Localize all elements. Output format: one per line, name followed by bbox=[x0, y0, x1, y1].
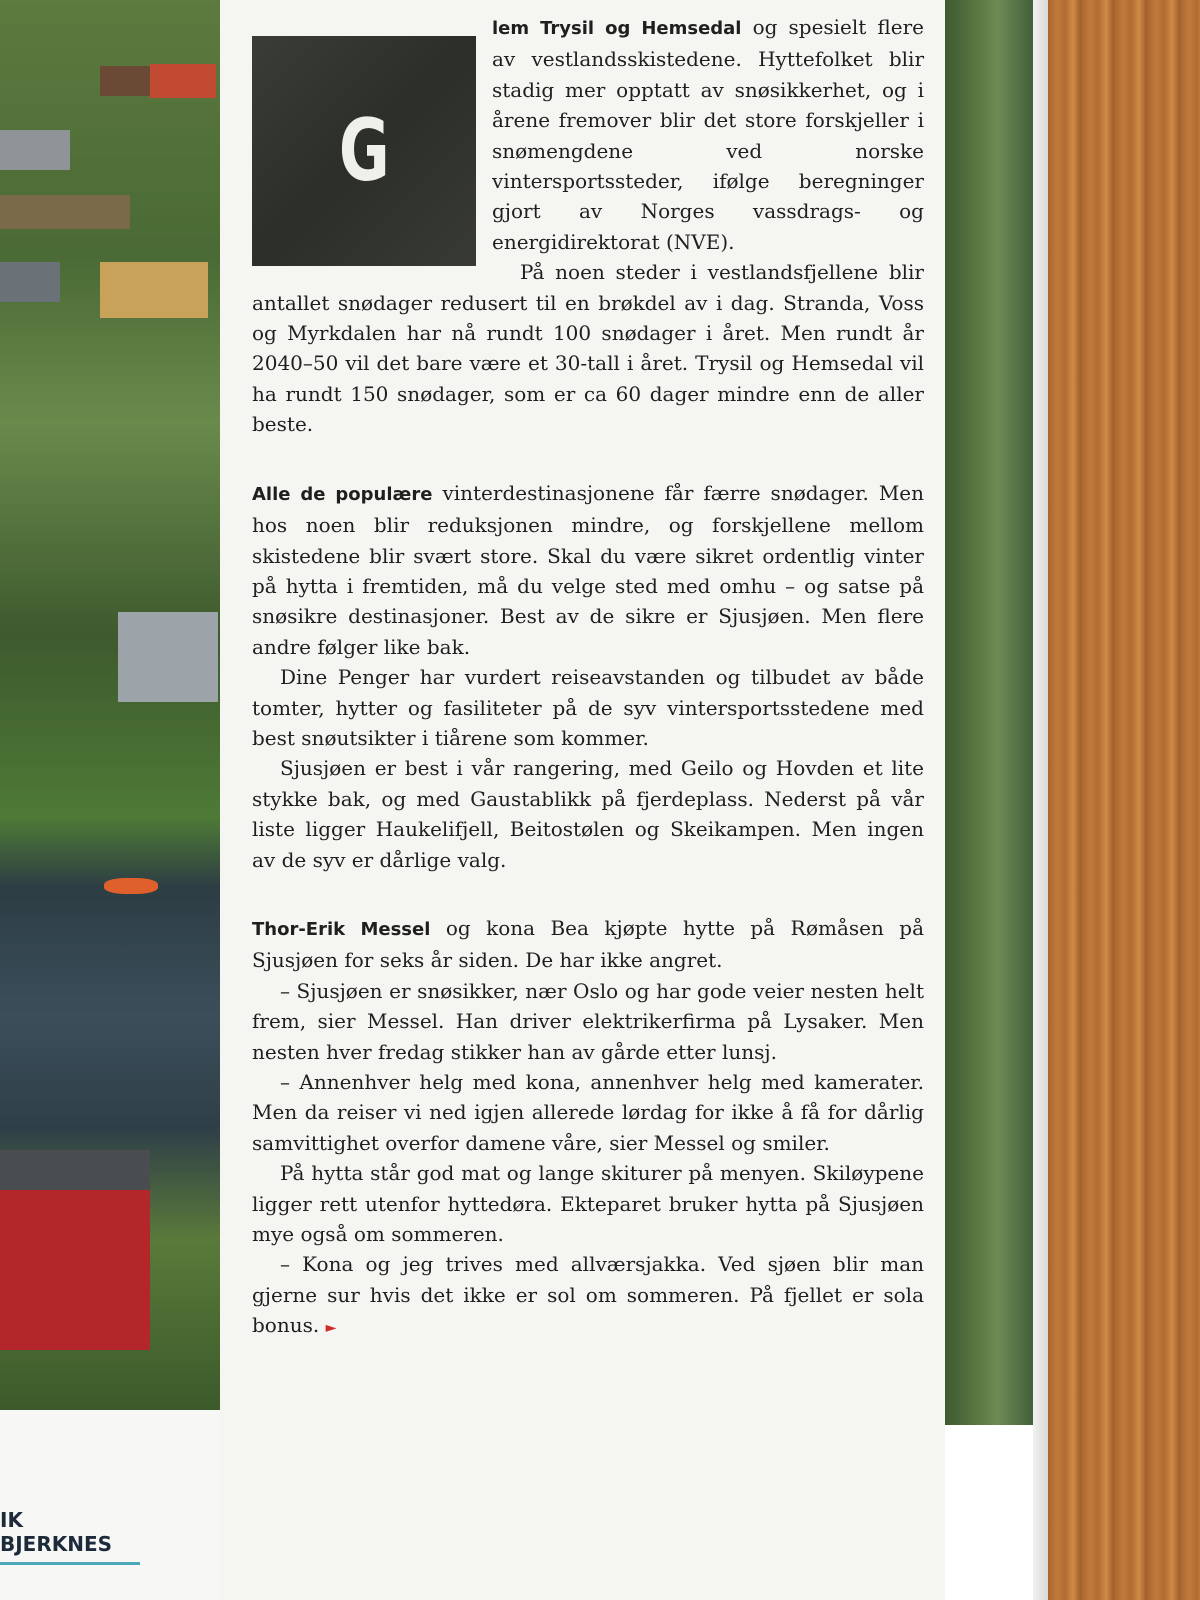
cabin-roof bbox=[0, 262, 60, 302]
photo-byline: IK BJERKNES bbox=[0, 1508, 140, 1565]
paragraph: – Kona og jeg trives med allværsjakka. Ved sjøen blir man gjerne sur hvis det ikke er sol om sommeren. På fjellet er sola bonus. ► bbox=[252, 1252, 924, 1338]
wooden-table bbox=[1048, 0, 1200, 1600]
boat bbox=[104, 878, 158, 894]
drop-cap-letter: G bbox=[338, 101, 390, 201]
page-edge bbox=[1033, 0, 1048, 1600]
cabin-roof bbox=[100, 262, 208, 318]
cabin-roof bbox=[118, 612, 218, 702]
paragraph: – Sjusjøen er snøsikker, nær Oslo og har gode veier nesten helt frem, sier Messel. Han driver elektrikerfirma på Lysaker. Men nesten hver fredag stikker han av gårde etter lunsj. bbox=[252, 978, 924, 1064]
paragraph: På noen steder i vestlandsfjellene blir antallet snødager redusert til en brøkdel av i dag. Stranda, Voss og Myrkdalen har nå rundt 100 snødager i året. Men rundt år 2040–50 vil det bare være et 30-tall i året. Trysil og Hemsedal vil ha rundt 150 snødager, som er ca 60 dager mindre enn de aller beste. bbox=[252, 260, 924, 437]
landscape-photo-right bbox=[945, 0, 1033, 1425]
section-lead-in: Alle de populære bbox=[252, 483, 433, 505]
landscape-photo-left bbox=[0, 0, 228, 1410]
paragraph: Thor-Erik Messel og kona Bea kjøpte hytte på Rømåsen på Sjusjøen for seks år siden. De har ikke angret. bbox=[252, 915, 925, 973]
paragraph: Sjusjøen er best i vår rangering, med Geilo og Hovden et lite stykke bak, og med Gaustablikk på fjerdeplass. Nederst på vår liste ligger Haukelifjell, Beitostølen og Skeikampen. Men ingen av de syv er dårlige valg. bbox=[252, 756, 924, 872]
red-cabin bbox=[0, 1180, 150, 1350]
page-bottom-left bbox=[0, 1410, 220, 1600]
cabin-roof bbox=[0, 195, 130, 229]
paragraph: Alle de populære vinterdestinasjonene får færre snødager. Men hos noen blir reduksjonen mindre, og forskjellene mellom skistedene blir svært store. Skal du være sikret ordentlig vinter på hytta i fremtiden, må du velge sted med omhu – og satse på snøsikre destinasjoner. Best av de sikre er Sjusjøen. Men flere andre følger like bak. bbox=[252, 480, 925, 659]
end-mark-icon: ► bbox=[325, 1320, 337, 1337]
article-column bbox=[220, 0, 945, 1600]
cabin-roof bbox=[0, 1150, 150, 1190]
paragraph: På hytta står god mat og lange skiturer på menyen. Skiløypene ligger rett utenfor hyttedøra. Ekteparet bruker hytta på Sjusjøen mye også om sommeren. bbox=[252, 1161, 924, 1247]
section-lead-in: Thor-Erik Messel bbox=[252, 918, 431, 940]
lead-in: lem Trysil og Hemsedal bbox=[492, 18, 742, 39]
article-body bbox=[252, 12, 924, 1344]
paragraph: Dine Penger har vurdert reiseavstanden og tilbudet av både tomter, hytter og fasiliteter på de syv vintersportsstedene med best snøutsikter i tiårene som kommer. bbox=[252, 665, 924, 750]
cabin-roof bbox=[0, 130, 70, 170]
paragraph: lem Trysil og Hemsedal og spesielt flere av vestlandsskistedene. Hyttefolket blir stadig mer opptatt av snøsikkerhet, og i årene fremover blir det store forskjeller i snømengdene ved norske vintersportssteder, ifølge beregninger gjort av Norges vassdrags- og energidirektorat (NVE). bbox=[492, 15, 924, 254]
paragraph: – Annenhver helg med kona, annenhver helg med kamerater. Men da reiser vi ned igjen allerede lørdag for ikke å få for dårlig samvittighet overfor damene våre, sier Messel og smiler. bbox=[252, 1070, 924, 1155]
cabin-roof bbox=[150, 64, 216, 98]
